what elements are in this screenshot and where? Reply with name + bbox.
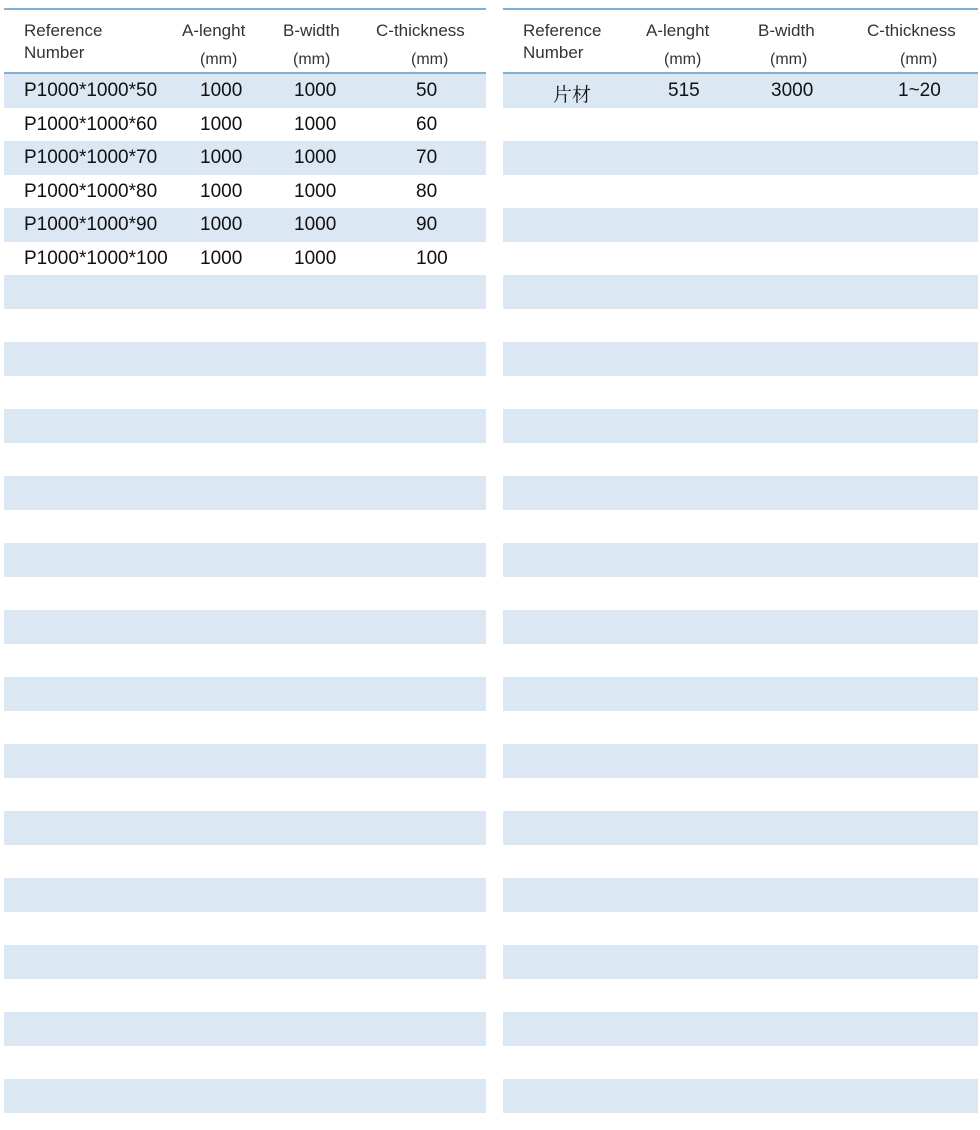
table-row [503,74,978,108]
table-row [4,677,486,711]
a-length-cell: 1000 [200,147,243,168]
table-row [4,577,486,611]
table-row [503,778,978,812]
b-width-label: B-width [758,21,815,40]
table-row [4,912,486,946]
ref-header-line2: Number [523,43,584,62]
table-row [4,644,486,678]
c-thickness-unit: (mm) [411,51,449,68]
table-row [4,845,486,879]
table-row [4,376,486,410]
ref-number-cell: P1000*1000*100 [24,247,168,269]
table-row [503,912,978,946]
table-row [4,208,486,242]
a-length-cell: 1000 [200,113,243,135]
table-row [503,945,978,979]
left-table-rows [4,74,486,1113]
table-row [4,510,486,544]
c-thickness-cell: 100 [416,247,448,269]
a-length-cell: 1000 [200,80,243,101]
b-width-cell: 1000 [294,247,337,269]
a-length-cell: 1000 [200,180,243,202]
a-length-cell: 515 [668,80,700,101]
b-width-cell: 1000 [294,113,337,135]
table-row [503,543,978,577]
table-row [503,342,978,376]
b-width-cell: 1000 [294,147,337,168]
table-row [503,409,978,443]
table-row [503,275,978,309]
b-width-cell: 3000 [771,80,814,101]
left-spec-table [4,8,486,1113]
b-width-cell: 1000 [294,80,337,101]
table-row [4,409,486,443]
b-width-unit: (mm) [293,51,331,68]
table-row [503,443,978,477]
ref-number-cell: P1000*1000*90 [24,214,158,235]
table-row [503,744,978,778]
table-row [4,141,486,175]
table-row [503,175,978,209]
table-row [503,1012,978,1046]
ref-number-cell: P1000*1000*80 [24,180,158,202]
table-row [503,141,978,175]
table-row [503,878,978,912]
ref-header-line2: Number [24,43,85,62]
table-row [503,510,978,544]
ref-header-line1: Reference [24,21,103,40]
c-thickness-cell: 1~20 [898,80,941,101]
table-row [4,1046,486,1080]
table-row [503,376,978,410]
a-length-unit: (mm) [200,51,238,68]
left-table-header [4,8,486,74]
a-length-unit: (mm) [664,51,702,68]
table-row [4,1012,486,1046]
a-length-cell: 1000 [200,247,243,269]
c-thickness-cell: 60 [416,113,438,135]
table-row [503,476,978,510]
table-row [4,1079,486,1113]
a-length-cell: 1000 [200,214,243,235]
table-row [503,811,978,845]
table-row [4,275,486,309]
table-row [503,845,978,879]
table-row [4,309,486,343]
c-thickness-label: C-thickness [867,21,956,40]
ref-header-line1: Reference [523,21,602,40]
a-length-label: A-lenght [646,21,710,40]
table-row [4,443,486,477]
table-row [503,711,978,745]
right-table-rows [503,74,978,1113]
table-row [503,309,978,343]
table-row [503,1079,978,1113]
table-row [4,979,486,1013]
table-row [4,108,486,142]
b-width-cell: 1000 [294,214,337,235]
table-row [503,208,978,242]
table-row [4,778,486,812]
right-table-header [503,8,978,74]
table-row [503,677,978,711]
c-thickness-cell: 80 [416,180,438,202]
table-row [503,1046,978,1080]
table-row [4,74,486,108]
table-row [4,711,486,745]
table-row [4,543,486,577]
table-row [503,242,978,276]
b-width-cell: 1000 [294,180,337,202]
table-row [4,175,486,209]
table-row [4,610,486,644]
ref-number-cell: P1000*1000*60 [24,113,158,135]
table-row [4,242,486,276]
table-row [503,644,978,678]
b-width-unit: (mm) [770,51,808,68]
table-row [4,476,486,510]
c-thickness-cell: 70 [416,147,438,168]
table-row [4,945,486,979]
c-thickness-cell: 50 [416,80,438,101]
table-row [503,577,978,611]
right-spec-table [503,8,978,1113]
table-row [4,744,486,778]
b-width-label: B-width [283,21,340,40]
ref-number-cell: P1000*1000*70 [24,147,158,168]
ref-number-cell: 片材 [553,85,592,106]
table-row [503,610,978,644]
c-thickness-label: C-thickness [376,21,465,40]
table-row [4,342,486,376]
c-thickness-unit: (mm) [900,51,938,68]
table-row [4,878,486,912]
table-row [4,811,486,845]
a-length-label: A-lenght [182,21,246,40]
c-thickness-cell: 90 [416,214,438,235]
table-row [503,108,978,142]
table-row [503,979,978,1013]
ref-number-cell: P1000*1000*50 [24,80,158,101]
